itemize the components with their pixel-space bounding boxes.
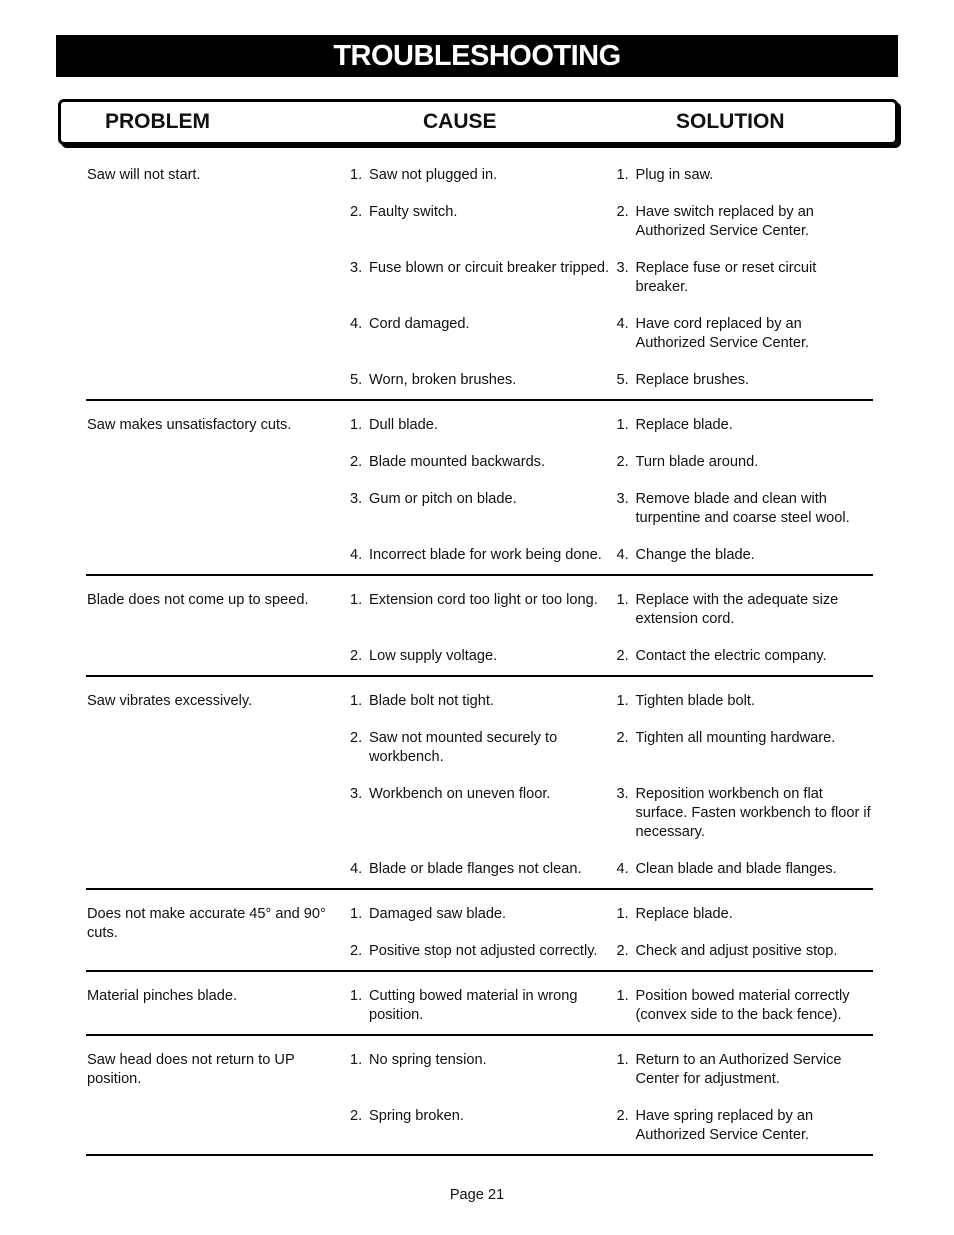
cause-text: Workbench on uneven floor. bbox=[369, 786, 551, 802]
solution-text: Replace brushes. bbox=[635, 372, 750, 388]
problem-text: Saw will not start. bbox=[87, 167, 201, 183]
solution-item bbox=[616, 729, 873, 767]
cause-number: 4. bbox=[350, 316, 363, 332]
solution-number: 4. bbox=[616, 547, 629, 563]
cause-item bbox=[350, 905, 611, 924]
cause-item bbox=[350, 1107, 611, 1145]
cause-number: 1. bbox=[350, 693, 363, 709]
cause-number: 2. bbox=[350, 648, 363, 664]
cause-item bbox=[350, 942, 611, 961]
solution-text: Clean blade and blade flanges. bbox=[635, 861, 837, 877]
cause-item bbox=[350, 591, 611, 629]
cause-number: 1. bbox=[350, 906, 363, 922]
cause-text: Cord damaged. bbox=[369, 316, 470, 332]
cause-item bbox=[350, 1051, 611, 1089]
solution-number: 2. bbox=[616, 648, 629, 664]
cause-text: Positive stop not adjusted correctly. bbox=[369, 943, 598, 959]
solution-number: 4. bbox=[616, 861, 629, 877]
cause-text: Fuse blown or circuit breaker tripped. bbox=[369, 260, 610, 276]
solution-number: 1. bbox=[616, 1052, 629, 1068]
problem-text: Saw vibrates excessively. bbox=[87, 693, 253, 709]
solution-text: Have spring replaced by an Authorized Service Center. bbox=[635, 1108, 814, 1143]
cause-text: Cutting bowed material in wrong position. bbox=[369, 988, 578, 1023]
solution-number: 3. bbox=[616, 260, 629, 276]
table-row bbox=[86, 253, 873, 297]
cause-number: 1. bbox=[350, 592, 363, 608]
solution-item bbox=[616, 166, 873, 185]
cause-number: 1. bbox=[350, 417, 363, 433]
cause-number: 1. bbox=[350, 1052, 363, 1068]
solution-item bbox=[616, 942, 873, 961]
solution-text: Replace fuse or reset circuit breaker. bbox=[635, 260, 817, 295]
cause-number: 3. bbox=[350, 260, 363, 276]
cause-text: Low supply voltage. bbox=[369, 648, 498, 664]
problem-group bbox=[86, 160, 873, 401]
solution-text: Position bowed material correctly (convex side to the back fence). bbox=[635, 988, 850, 1023]
solution-number: 2. bbox=[616, 204, 629, 220]
solution-number: 1. bbox=[616, 592, 629, 608]
table-row bbox=[86, 309, 873, 353]
solution-item bbox=[616, 1051, 873, 1089]
cause-item bbox=[350, 315, 611, 353]
problem-group bbox=[86, 899, 873, 972]
cause-text: Saw not mounted securely to workbench. bbox=[369, 730, 558, 765]
cause-number: 4. bbox=[350, 547, 363, 563]
table-row bbox=[86, 365, 873, 390]
problem-group bbox=[86, 686, 873, 890]
cause-number: 2. bbox=[350, 943, 363, 959]
cause-text: Saw not plugged in. bbox=[369, 167, 498, 183]
cause-item bbox=[350, 416, 611, 435]
solution-number: 5. bbox=[616, 372, 629, 388]
problem-text: Blade does not come up to speed. bbox=[87, 592, 309, 608]
solution-text: Replace blade. bbox=[635, 906, 733, 922]
solution-text: Have cord replaced by an Authorized Service Center. bbox=[635, 316, 810, 351]
header-cause: CAUSE bbox=[423, 110, 497, 133]
cause-text: Blade bolt not tight. bbox=[369, 693, 494, 709]
problem-group bbox=[86, 981, 873, 1036]
solution-number: 1. bbox=[616, 693, 629, 709]
solution-number: 2. bbox=[616, 454, 629, 470]
solution-item bbox=[616, 905, 873, 924]
solution-number: 2. bbox=[616, 730, 629, 746]
problem-text: Does not make accurate 45° and 90° cuts. bbox=[87, 906, 326, 941]
cause-text: Incorrect blade for work being done. bbox=[369, 547, 602, 563]
solution-number: 1. bbox=[616, 417, 629, 433]
problem-text: Saw makes unsatisfactory cuts. bbox=[87, 417, 292, 433]
cause-text: Blade or blade flanges not clean. bbox=[369, 861, 582, 877]
solution-text: Return to an Authorized Service Center for adjustment. bbox=[635, 1052, 842, 1087]
table-row bbox=[86, 540, 873, 565]
solution-text: Check and adjust positive stop. bbox=[635, 943, 838, 959]
table-row bbox=[86, 641, 873, 666]
solution-item bbox=[616, 371, 873, 390]
solution-item bbox=[616, 490, 873, 528]
table-row bbox=[86, 484, 873, 528]
problem-text: Material pinches blade. bbox=[87, 988, 238, 1004]
cause-item bbox=[350, 490, 611, 528]
cause-text: Dull blade. bbox=[369, 417, 438, 433]
cause-item bbox=[350, 259, 611, 297]
solution-text: Contact the electric company. bbox=[635, 648, 827, 664]
solution-text: Reposition workbench on flat surface. Fasten workbench to floor if necessary. bbox=[635, 786, 871, 840]
solution-number: 1. bbox=[616, 906, 629, 922]
problem-group bbox=[86, 585, 873, 677]
solution-item bbox=[616, 453, 873, 472]
cause-number: 1. bbox=[350, 988, 363, 1004]
solution-item bbox=[616, 785, 873, 842]
header-problem: PROBLEM bbox=[105, 110, 210, 133]
solution-item bbox=[616, 1107, 873, 1145]
table-row bbox=[86, 197, 873, 241]
troubleshooting-table bbox=[86, 160, 873, 1165]
solution-item bbox=[616, 259, 873, 297]
solution-text: Have switch replaced by an Authorized Service Center. bbox=[635, 204, 814, 239]
solution-text: Tighten blade bolt. bbox=[635, 693, 756, 709]
solution-item bbox=[616, 203, 873, 241]
cause-item bbox=[350, 453, 611, 472]
table-row bbox=[86, 447, 873, 472]
cause-item bbox=[350, 371, 611, 390]
table-row bbox=[86, 779, 873, 842]
solution-item bbox=[616, 860, 873, 879]
solution-item bbox=[616, 647, 873, 666]
cause-number: 2. bbox=[350, 730, 363, 746]
solution-number: 2. bbox=[616, 1108, 629, 1124]
solution-number: 3. bbox=[616, 491, 629, 507]
page-title: TROUBLESHOOTING bbox=[56, 35, 898, 77]
cause-item bbox=[350, 729, 611, 767]
solution-number: 1. bbox=[616, 167, 629, 183]
solution-number: 4. bbox=[616, 316, 629, 332]
cause-item bbox=[350, 785, 611, 842]
cause-text: Spring broken. bbox=[369, 1108, 464, 1124]
solution-text: Replace with the adequate size extension cord. bbox=[635, 592, 839, 627]
solution-item bbox=[616, 987, 873, 1025]
cause-number: 2. bbox=[350, 454, 363, 470]
solution-item bbox=[616, 692, 873, 711]
solution-item bbox=[616, 546, 873, 565]
header-solution: SOLUTION bbox=[676, 110, 785, 133]
column-header-bar bbox=[58, 99, 898, 145]
cause-number: 5. bbox=[350, 372, 363, 388]
table-row bbox=[86, 1101, 873, 1145]
solution-text: Replace blade. bbox=[635, 417, 733, 433]
cause-number: 1. bbox=[350, 167, 363, 183]
solution-number: 3. bbox=[616, 786, 629, 802]
solution-number: 1. bbox=[616, 988, 629, 1004]
solution-text: Remove blade and clean with turpentine and coarse steel wool. bbox=[635, 491, 850, 526]
solution-text: Change the blade. bbox=[635, 547, 755, 563]
cause-text: Blade mounted backwards. bbox=[369, 454, 546, 470]
cause-number: 4. bbox=[350, 861, 363, 877]
cause-text: Faulty switch. bbox=[369, 204, 458, 220]
solution-number: 2. bbox=[616, 943, 629, 959]
solution-item bbox=[616, 315, 873, 353]
solution-item bbox=[616, 591, 873, 629]
table-row bbox=[86, 854, 873, 879]
cause-number: 2. bbox=[350, 1108, 363, 1124]
solution-text: Plug in saw. bbox=[635, 167, 714, 183]
cause-text: Worn, broken brushes. bbox=[369, 372, 517, 388]
cause-number: 2. bbox=[350, 204, 363, 220]
cause-item bbox=[350, 203, 611, 241]
cause-text: No spring tension. bbox=[369, 1052, 487, 1068]
cause-text: Extension cord too light or too long. bbox=[369, 592, 598, 608]
cause-text: Gum or pitch on blade. bbox=[369, 491, 517, 507]
cause-item bbox=[350, 987, 611, 1025]
problem-text: Saw head does not return to UP position. bbox=[87, 1052, 295, 1087]
cause-text: Damaged saw blade. bbox=[369, 906, 507, 922]
cause-item bbox=[350, 546, 611, 565]
cause-item bbox=[350, 860, 611, 879]
problem-group bbox=[86, 410, 873, 576]
solution-text: Tighten all mounting hardware. bbox=[635, 730, 836, 746]
cause-item bbox=[350, 647, 611, 666]
cause-item bbox=[350, 166, 611, 185]
solution-text: Turn blade around. bbox=[635, 454, 759, 470]
solution-item bbox=[616, 416, 873, 435]
page-number: Page 21 bbox=[449, 1187, 505, 1203]
table-row bbox=[86, 723, 873, 767]
cause-number: 3. bbox=[350, 786, 363, 802]
cause-item bbox=[350, 692, 611, 711]
problem-group bbox=[86, 1045, 873, 1156]
cause-number: 3. bbox=[350, 491, 363, 507]
